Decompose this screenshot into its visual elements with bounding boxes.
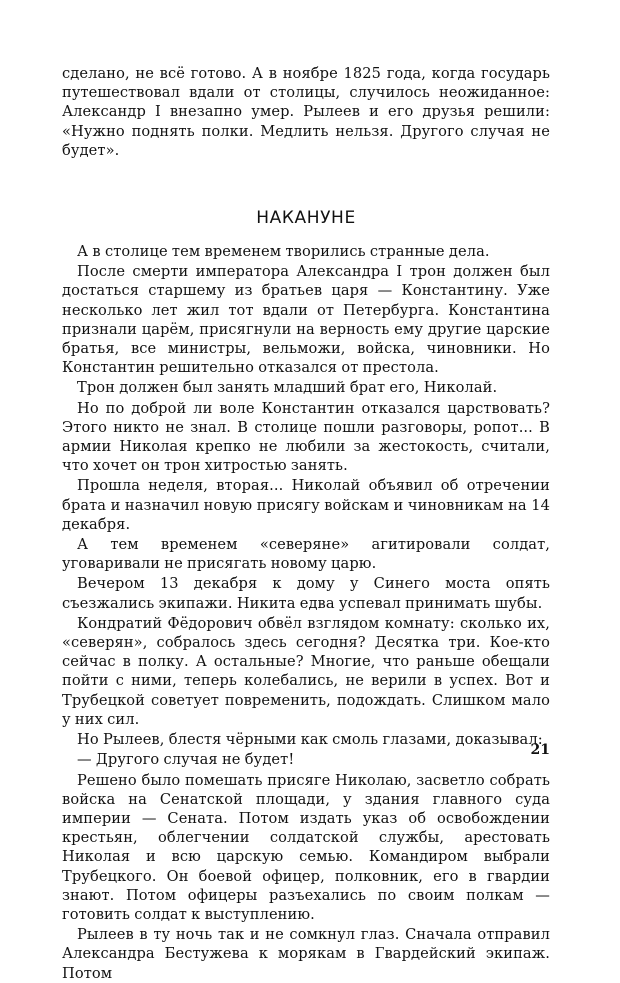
page-number: 21 [530, 742, 550, 758]
paragraph: Вечером 13 декабря к дому у Синего моста опять съезжались экипажи. Никита едва успевал принимать шубы. [62, 575, 550, 612]
paragraph: Рылеев в ту ночь так и не сомкнул глаз. Сначала отправил Александра Бестужева к морякам в Гвардейский экипаж. Потом [62, 926, 550, 982]
paragraph: Решено было помешать присяге Николаю, засветло собрать войска на Сенатской площади, у здания главного суда империи — Сената. Потом издать указ об освобождении крестьян, облегчении солдатской службы, арестовать Николая и всю царскую семью. Командиром выбрали Трубецкого. Он боевой офицер, полковник, его в гвардии знают. Потом офицеры разъехались по своим полкам — готовить солдат к выступлению. [62, 771, 550, 923]
dialogue-line: — Другого случая не будет! [77, 751, 295, 769]
paragraph: А тем временем «северяне» агитировали солдат, уговаривали не присягать новому царю. [62, 536, 550, 573]
paragraph: Кондратий Фёдорович обвёл взглядом комнату: сколько их, «северян», собралось здесь сегодня? Десятка три. Кое-кто сейчас в полку. А остальные? Многие, что раньше обещали пойти с ними, теперь колебались, не верили в успех. Вот и Трубецкой советует повременить, подождать. Слишком мало у них сил. [62, 614, 550, 728]
paragraph: Но по доброй ли воле Константин отказался царствовать? Этого никто не знал. В столице пошли разговоры, ропот... В армии Николая крепко не любили за жестокость, считали, что хочет он трон хитростью занять. [62, 399, 550, 475]
paragraph: Прошла неделя, вторая... Николай объявил об отречении брата и назначил новую присягу войскам и чиновникам на 14 декабря. [62, 477, 550, 533]
intro-paragraph: сделано, не всё готово. А в ноябре 1825 года, когда государь путешествовал вдали от столицы, случилось неожиданное: Александр I внезапно умер. Рылеев и его друзья решили: «Нужно поднять полки. Медлить нельзя. Другого случая не будет». [62, 65, 550, 159]
page-body [62, 64, 550, 983]
paragraph: После смерти императора Александра I трон должен был достаться старшему из братьев царя — Константину. Уже несколько лет жил тот вдали от Петербурга. Константина признали царём, присягнули на верность ему другие царские братья, все министры, вельможи, войска, чиновники. Но Константин решительно отказался от престола. [62, 263, 550, 377]
section-title: НАКАНУНЕ [256, 208, 356, 229]
section-body [62, 242, 550, 983]
paragraph: Трон должен был занять младший брат его, Николай. [77, 379, 498, 397]
paragraph: Но Рылеев, блестя чёрными как смоль глазами, доказывал: [77, 731, 543, 749]
paragraph: А в столице тем временем творились странные дела. [77, 243, 490, 261]
